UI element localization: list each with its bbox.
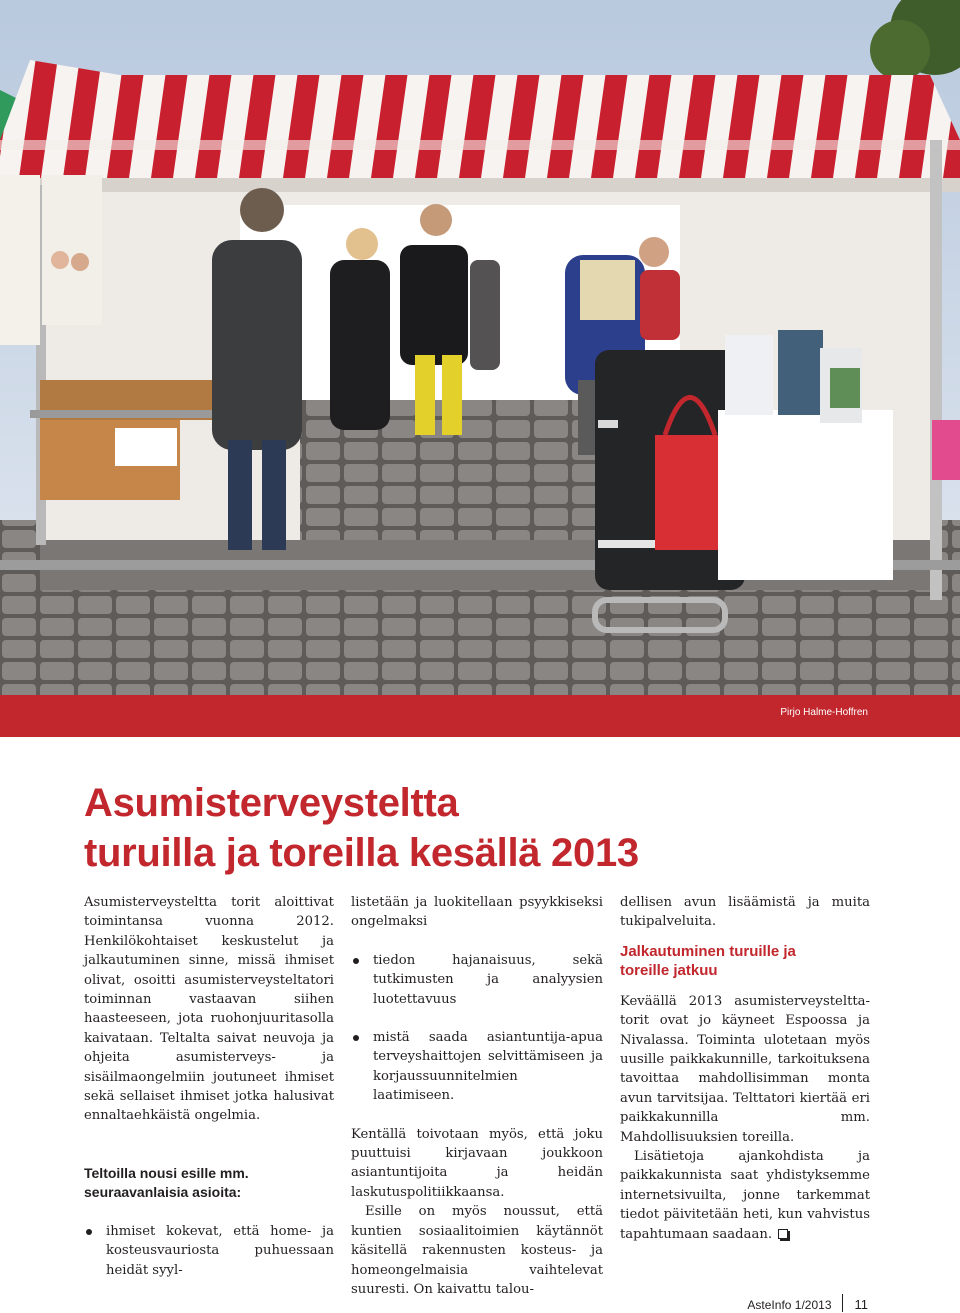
photo-credit: Pirjo Halme-Hoffren — [780, 707, 868, 718]
bullet-icon — [86, 1229, 92, 1235]
bullet-icon — [353, 1035, 359, 1041]
paragraph: Keväällä 2013 asumisterveystelttatorit ovat jo käyneet Espoossa ja Nivalassa. Toiminta ulotetaan myös uusille paikkakunnille, tarkoituksena tavoittaa mahdollisimman monta avun tarvitsijaa. Telttatori kiertää eri paikkakunnilla mm. Mahdollisuuksien toreilla. — [620, 993, 870, 1145]
intro-paragraph: Asumisterveysteltta torit aloittivat toimintansa vuonna 2012. Henkilökohtaiset keskustelut ja jalkautuminen sinne, missä ihmiset olivat, osoitti asumisterveysteltatori toiminnan vastaavan siihen haasteeseen, jota ruohonjuuritasolla kaivataan. Teltalta saivat neuvoja ja ohjeita asumisterveys- ja sisäilmaongelmiin joutuneet ihmiset sekä sellaiset ihmiset jotka halusivat ennaltaehkäistä ongelmia. — [84, 895, 334, 1124]
subheading-continues-line-1: Jalkautuminen turuille ja — [620, 942, 796, 960]
list-item-text: listetään ja luokitellaan psyykkiseksi ongelmaksi — [351, 895, 603, 930]
paragraph: dellisen avun lisäämistä ja muita tukipalveluita. — [620, 895, 870, 930]
subheading-continues-line-2: toreille jatkuu — [620, 961, 718, 979]
subheading-issues-line-1: Teltoilla nousi esille mm. — [84, 1164, 249, 1181]
list-item-text: ihmiset kokevat, että home- ja kosteusvauriosta puhuessaan heidät syyl- — [106, 1223, 334, 1278]
footer-divider — [842, 1294, 843, 1312]
list-item-text: mistä saada asiantuntija-apua terveyshaittojen selvittämiseen ja korjaussuunnitelmien laatimiseen. — [373, 1030, 603, 1104]
list-item — [84, 1222, 334, 1280]
list-item — [351, 951, 603, 1009]
paragraph-final-text: Lisätietoja ajankohdista ja paikkakunnista saat yhdistyksemme internetsivuilta, jonne tarkemmat tiedot päivitetään heti, kun vahvistus tapahtumaan saadaan. — [620, 1149, 870, 1242]
article-column-2 — [351, 893, 603, 1299]
paragraph: Kentällä toivotaan myös, että joku puuttuisi kirjavaan joukkoon asiantuntijoita ja heidän laskutuspolitiikkaansa. — [351, 1126, 603, 1200]
title-line-2: turuilla ja toreilla kesällä 2013 — [84, 831, 639, 875]
issues-list-start — [84, 1222, 334, 1280]
paragraph: Esille on myös noussut, että kuntien sosiaalitoimien käytännöt käsitellä rakennusten kosteus- ja homeongelmaisia vaihtelevat suuresti. On kaivattu talou- — [351, 1204, 603, 1297]
page-number: 11 — [854, 1297, 868, 1312]
paragraph-final — [620, 1147, 870, 1244]
subheading-issues — [84, 1164, 334, 1202]
page-footer — [747, 1294, 868, 1312]
title-line-1: Asumisterveysteltta — [84, 781, 459, 825]
article-column-3 — [620, 893, 870, 1244]
issues-list-cont — [351, 893, 603, 1106]
magazine-issue: AsteInfo 1/2013 — [747, 1298, 832, 1312]
list-item — [351, 893, 603, 932]
list-item — [351, 1028, 603, 1106]
end-mark-icon — [778, 1229, 788, 1239]
subheading-issues-line-2: seuraavanlaisia asioita: — [84, 1183, 242, 1200]
subheading-continues — [620, 942, 870, 980]
article-column-1 — [84, 893, 334, 1280]
article-title — [84, 778, 904, 878]
list-item-text: tiedon hajanaisuus, sekä tutkimusten ja analyysien luotettavuus — [373, 952, 603, 1007]
bullet-icon — [353, 958, 359, 964]
photo-caption-band — [0, 695, 960, 737]
